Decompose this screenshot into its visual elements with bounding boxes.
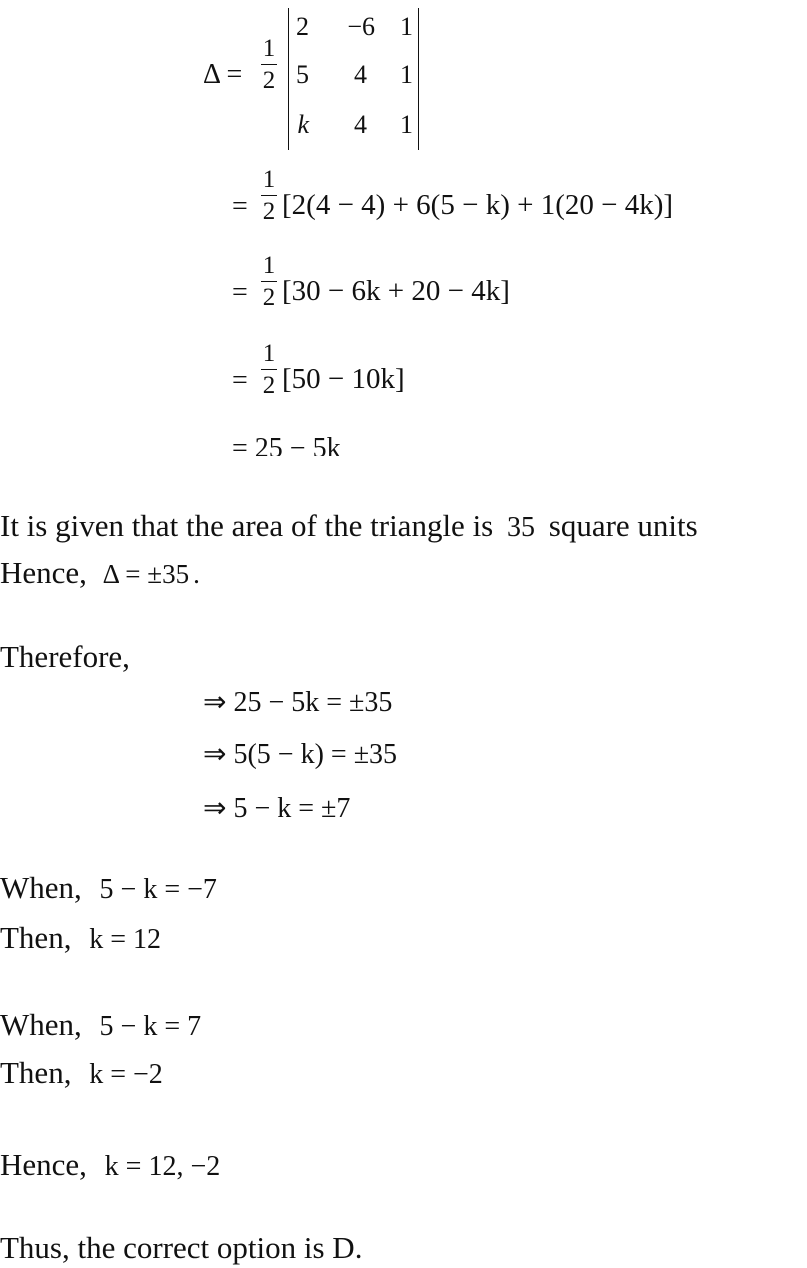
given-sentence: [0, 508, 698, 546]
case-2-condition: 5 − k = 7: [99, 1011, 202, 1042]
equals-sign: =: [232, 277, 248, 308]
fraction-denominator: 2: [262, 284, 276, 311]
case-1-condition: 5 − k = −7: [99, 874, 217, 905]
matrix-cell: 1: [400, 60, 413, 89]
case-2-when: [0, 1007, 201, 1044]
matrix-cell: 4: [354, 60, 367, 89]
matrix-cell: k: [297, 110, 309, 139]
case-1-result: k = 12: [89, 924, 161, 955]
hence-label: Hence,: [0, 1147, 87, 1182]
matrix-cell: 1: [400, 110, 413, 139]
hence-delta-line: [0, 555, 200, 592]
when-label: When,: [0, 870, 82, 905]
fraction-denominator: 2: [262, 67, 276, 94]
case-1-then: [0, 920, 161, 957]
half-fraction: [260, 253, 278, 313]
half-fraction: [260, 341, 278, 401]
delta-value: Δ = ±35: [102, 559, 190, 589]
equals-sign: =: [232, 191, 248, 222]
expansion-step-4: = 25 − 5k: [232, 433, 341, 456]
hence-label: Hence,: [0, 555, 87, 590]
given-text: It is given that the area of the triangle is: [0, 508, 494, 543]
fraction-numerator: 1: [262, 166, 276, 193]
therefore-label: Therefore,: [0, 639, 130, 674]
fraction-numerator: 1: [262, 340, 276, 367]
case-1-when: [0, 870, 217, 907]
matrix-cell: 4: [354, 110, 367, 139]
given-units: square units: [548, 508, 698, 543]
implication-line-1: ⇒ 25 − 5k = ±35: [203, 687, 393, 718]
period: .: [193, 559, 200, 589]
expansion-step-2: [30 − 6k + 20 − 4k]: [282, 275, 510, 307]
implication-line-2: ⇒ 5(5 − k) = ±35: [203, 739, 398, 770]
matrix-cell: −6: [347, 12, 375, 41]
matrix-cell: 5: [296, 60, 309, 89]
fraction-numerator: 1: [262, 252, 276, 279]
final-k-values: k = 12, −2: [104, 1151, 221, 1182]
implication-line-3: ⇒ 5 − k = ±7: [203, 793, 351, 824]
then-label: Then,: [0, 920, 72, 955]
conclusion-text: Thus, the correct option is D.: [0, 1230, 363, 1265]
equals-sign: =: [232, 365, 248, 396]
case-2-then: [0, 1055, 163, 1092]
half-fraction: [260, 167, 278, 227]
determinant-right-bar: [418, 8, 419, 150]
then-label: Then,: [0, 1055, 72, 1090]
matrix-cell: 2: [296, 12, 309, 41]
delta-lhs: Δ =: [203, 59, 243, 90]
fraction-denominator: 2: [262, 372, 276, 399]
final-result-line: [0, 1147, 220, 1184]
fraction-numerator: 1: [262, 35, 276, 62]
given-area-value: 35: [507, 512, 535, 543]
fraction-denominator: 2: [262, 198, 276, 225]
when-label: When,: [0, 1007, 82, 1042]
expansion-step-1: [2(4 − 4) + 6(5 − k) + 1(20 − 4k)]: [282, 189, 674, 221]
case-2-result: k = −2: [89, 1059, 163, 1090]
matrix-cell: 1: [400, 12, 413, 41]
expansion-step-3: [50 − 10k]: [282, 363, 405, 395]
